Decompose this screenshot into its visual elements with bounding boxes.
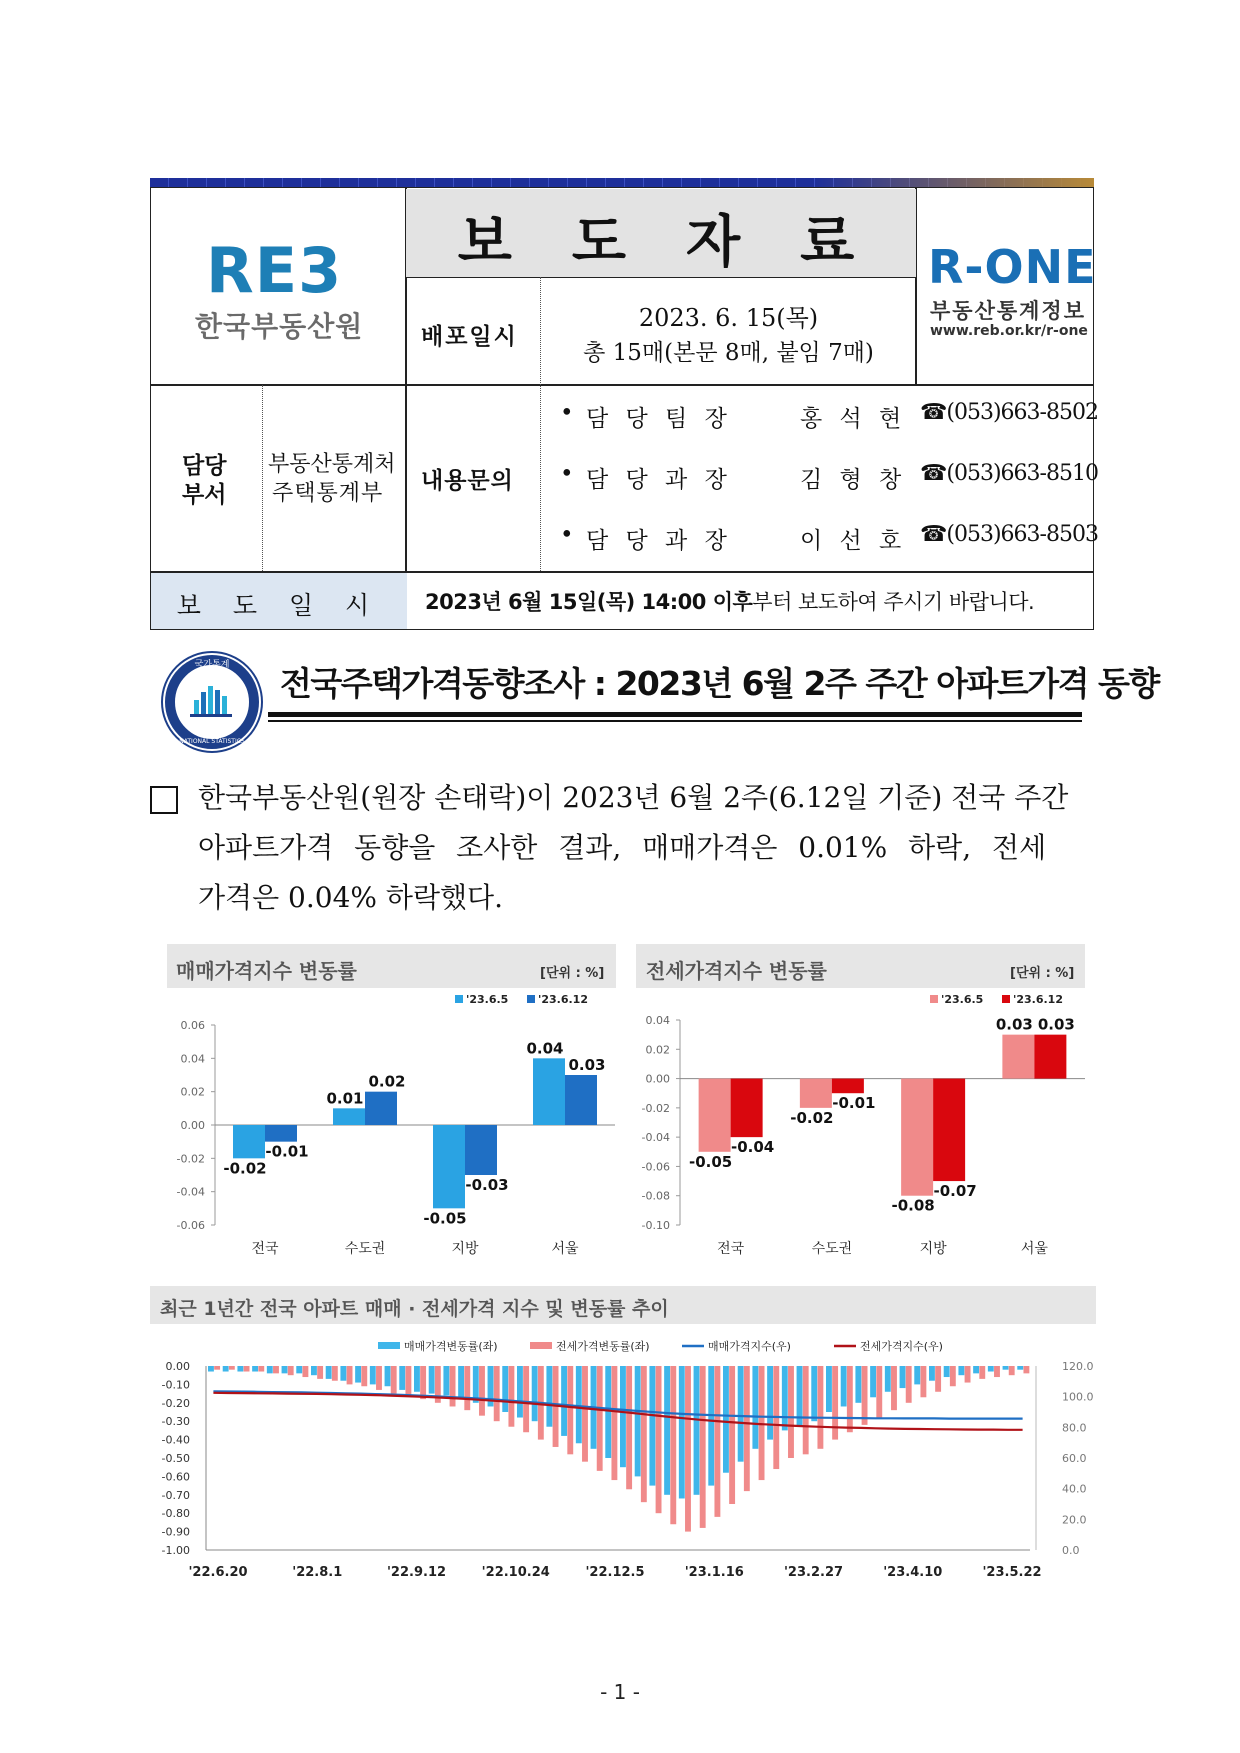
jeonse-change-bar (803, 1366, 809, 1454)
jeonse-change-bar (626, 1366, 632, 1489)
y-tick-label: -0.06 (176, 1219, 205, 1232)
y-left-tick-label: -0.90 (161, 1525, 190, 1539)
sale-change-bar (546, 1366, 552, 1427)
bar (1002, 1035, 1034, 1079)
rone-subtitle: 부동산통계정보 (930, 299, 1087, 323)
y-tick-label: 0.02 (180, 1085, 205, 1099)
legend-label: 매매가격변동률(좌) (404, 1340, 498, 1353)
jeonse-change-bar (714, 1366, 720, 1517)
bar (933, 1079, 965, 1182)
legend-label: '23.6.5 (941, 993, 984, 1006)
contact-label: 내용문의 (421, 467, 514, 494)
jeonse-change-bar (847, 1366, 853, 1432)
bar-value-label: 0.01 (326, 1089, 364, 1108)
x-tick-label: '23.1.16 (684, 1565, 744, 1580)
sale-change-bar (988, 1366, 994, 1372)
svg-text:NATIONAL STATISTICS: NATIONAL STATISTICS (179, 738, 245, 745)
banner-rule (268, 720, 1082, 722)
summary-line-1: 한국부동산원(원장 손태락)이 2023년 6월 2주(6.12일 기준) 전국 주간 (198, 781, 1069, 814)
legend-swatch (455, 995, 463, 1003)
jeonse-change-bar (788, 1366, 794, 1458)
bar (333, 1108, 365, 1125)
jeonse-change-bar (729, 1366, 735, 1504)
x-tick-label: '22.9.12 (386, 1565, 447, 1580)
dept-label-1: 담당 (182, 452, 227, 479)
sale-index-line (213, 1391, 1022, 1418)
y-left-tick-label: -0.40 (161, 1433, 190, 1447)
x-tick-label: 수도권 (811, 1241, 853, 1257)
jeonse-change-bar (700, 1366, 706, 1528)
y-left-tick-label: 0.00 (165, 1360, 190, 1373)
bar-value-label: -0.02 (790, 1108, 834, 1127)
bar (465, 1125, 497, 1175)
sale-change-bar (1003, 1366, 1009, 1370)
national-statistics-seal (160, 650, 264, 754)
contact-row: • 담 당 과 장 김 형 창 ☎(053)663-8510 (560, 461, 1098, 493)
chart3-title: 최근 1년간 전국 아파트 매매 · 전세가격 지수 및 변동률 추이 (160, 1298, 669, 1320)
release-label: 보 도 일 시 (176, 591, 382, 620)
legend-swatch (930, 995, 938, 1003)
y-tick-label: 0.02 (645, 1043, 670, 1057)
bar-value-label: -0.05 (423, 1209, 467, 1228)
y-tick-label: -0.06 (641, 1160, 670, 1174)
jeonse-change-bar (273, 1366, 279, 1373)
dept-name-2: 주택통계부 (272, 481, 384, 506)
jeonse-change-bar (479, 1366, 485, 1416)
y-right-tick-label: 100.0 (1062, 1390, 1094, 1404)
sale-change-bar (282, 1366, 288, 1373)
bar (699, 1079, 731, 1152)
sale-change-bar (385, 1366, 391, 1386)
bar (365, 1092, 397, 1125)
sale-change-bar (900, 1366, 906, 1388)
sale-change-bar (414, 1366, 420, 1392)
jeonse-change-bar (817, 1366, 823, 1449)
sale-change-bar (855, 1366, 861, 1403)
sale-change-bar (723, 1366, 729, 1473)
sale-change-bar (502, 1366, 508, 1412)
jeonse-index-line (213, 1393, 1022, 1430)
legend-label: '23.6.5 (466, 993, 509, 1006)
jeonse-change-bar (376, 1366, 382, 1390)
jeonse-change-bar (1009, 1366, 1015, 1375)
sale-change-bar (296, 1366, 302, 1373)
jeonse-change-bar (391, 1366, 397, 1394)
bar-value-label: -0.07 (933, 1182, 977, 1201)
y-left-tick-label: -1.00 (161, 1544, 190, 1557)
sale-change-bar (443, 1366, 449, 1395)
y-left-tick-label: -0.70 (161, 1488, 190, 1502)
bar (265, 1125, 297, 1142)
jeonse-change-bar (891, 1366, 897, 1410)
jeonse-change-bar (361, 1366, 367, 1386)
jeonse-change-bar (656, 1366, 662, 1513)
x-tick-label: '22.10.24 (481, 1565, 550, 1580)
summary-line-3: 가격은 0.04% 하락했다. (198, 881, 503, 914)
jeonse-change-bar (862, 1366, 868, 1425)
sale-change-bar (605, 1366, 611, 1458)
jeonse-change-bar (450, 1366, 456, 1406)
y-left-tick-label: -0.50 (161, 1452, 190, 1465)
sale-change-bar (738, 1366, 744, 1462)
chart1-unit: [단위 : %] (540, 966, 605, 981)
jeonse-change-bar (876, 1366, 882, 1418)
y-left-tick-label: -0.80 (161, 1507, 190, 1521)
jeonse-change-bar (347, 1366, 353, 1384)
y-right-tick-label: 40.0 (1062, 1482, 1087, 1496)
jeonse-change-bar (1023, 1366, 1029, 1373)
sale-change-bar (973, 1366, 979, 1373)
sale-change-bar (429, 1366, 435, 1394)
jeonse-change-bar (994, 1366, 1000, 1377)
jeonse-change-bar (979, 1366, 985, 1379)
bar (901, 1079, 933, 1196)
jeonse-change-bar (920, 1366, 926, 1397)
sale-change-bar (223, 1366, 229, 1372)
distribution-date: 2023. 6. 15(목) (638, 304, 819, 332)
sale-change-bar (914, 1366, 920, 1384)
y-left-tick-label: -0.10 (161, 1378, 190, 1392)
bar-value-label: 0.03 (568, 1056, 606, 1074)
sale-change-bar (399, 1366, 405, 1390)
x-tick-label: 서울 (551, 1241, 579, 1257)
jeonse-change-bar (965, 1366, 971, 1383)
org-name: 한국부동산원 (195, 310, 364, 343)
bar (1034, 1035, 1066, 1079)
sale-change-bar (958, 1366, 964, 1375)
y-tick-label: 0.04 (645, 1014, 670, 1027)
legend-label: 전세가격지수(우) (860, 1340, 943, 1353)
contact-row: • 담 당 팀 장 홍 석 현 ☎(053)663-8502 (560, 400, 1098, 432)
sale-change-bar (561, 1366, 567, 1436)
legend-label: '23.6.12 (538, 993, 588, 1006)
bar-value-label: 0.03 (1037, 1015, 1075, 1034)
jeonse-change-bar (597, 1366, 603, 1471)
y-right-tick-label: 0.0 (1062, 1544, 1080, 1557)
jeonse-change-bar (214, 1366, 220, 1370)
sale-change-bar (635, 1366, 641, 1476)
sale-change-bar (782, 1366, 788, 1430)
y-tick-label: 0.06 (180, 1019, 205, 1032)
sale-change-bar (620, 1366, 626, 1467)
chart2-unit: [단위 : %] (1010, 966, 1075, 981)
bar (233, 1125, 265, 1158)
banner-rule (268, 712, 1082, 717)
jeonse-change-bar (641, 1366, 647, 1502)
y-left-tick-label: -0.20 (161, 1396, 190, 1410)
contact-row: • 담 당 과 장 이 선 호 ☎(053)663-8503 (560, 522, 1098, 554)
bar-value-label: -0.01 (265, 1142, 309, 1161)
sale-change-bar (826, 1366, 832, 1412)
sale-change-bar (679, 1366, 685, 1498)
legend-swatch (378, 1342, 400, 1349)
bar-value-label: -0.02 (223, 1159, 267, 1178)
sale-change-bar (752, 1366, 758, 1449)
sale-change-bar (944, 1366, 950, 1377)
jeonse-change-bar (244, 1366, 250, 1372)
sale-change-bar (841, 1366, 847, 1406)
sale-change-bar (532, 1366, 538, 1421)
distribution-label: 배포일시 (421, 323, 518, 350)
sale-change-bar (885, 1366, 891, 1392)
y-tick-label: 0.00 (645, 1072, 670, 1086)
bar-value-label: 0.04 (526, 1039, 564, 1058)
dept-label-2: 부서 (182, 481, 227, 508)
x-tick-label: 지방 (451, 1241, 479, 1257)
legend-swatch (527, 995, 535, 1003)
sale-change-bar (694, 1366, 700, 1495)
sale-change-bar (208, 1366, 214, 1372)
sale-change-bar (1017, 1366, 1023, 1370)
x-tick-label: 수도권 (344, 1241, 386, 1257)
bar-value-label: 0.02 (368, 1072, 406, 1091)
y-left-tick-label: -0.60 (161, 1470, 190, 1484)
sale-change-bar (340, 1366, 346, 1381)
sale-change-bar (458, 1366, 464, 1399)
x-tick-label: 서울 (1020, 1241, 1048, 1257)
legend-swatch (1002, 995, 1010, 1003)
y-right-tick-label: 120.0 (1062, 1360, 1094, 1373)
sale-change-bar (870, 1366, 876, 1397)
jeonse-change-bar (935, 1366, 941, 1392)
jeonse-change-bar (494, 1366, 500, 1421)
jeonse-change-bar (288, 1366, 294, 1375)
summary-line-2: 아파트가격 동향을 조사한 결과, 매매가격은 0.01% 하락, 전세 (198, 831, 1047, 864)
legend-label: 매매가격지수(우) (708, 1340, 791, 1353)
page-number: - 1 - (600, 1680, 640, 1704)
jeonse-change-bar (420, 1366, 426, 1399)
x-tick-label: '23.2.27 (783, 1565, 844, 1580)
bar (832, 1079, 864, 1094)
y-tick-label: -0.10 (641, 1219, 670, 1232)
bar-value-label: -0.05 (689, 1152, 733, 1171)
bar (565, 1075, 597, 1125)
bar-value-label: 0.03 (995, 1015, 1033, 1034)
jeonse-change-bar (611, 1366, 617, 1480)
y-tick-label: -0.04 (176, 1185, 205, 1199)
jeonse-change-bar (302, 1366, 308, 1377)
sale-change-bar (252, 1366, 258, 1372)
x-tick-label: '23.5.22 (982, 1565, 1042, 1580)
bar-value-label: -0.08 (891, 1196, 935, 1215)
jeonse-change-bar (744, 1366, 750, 1491)
legend-label: '23.6.12 (1013, 993, 1063, 1006)
rone-logo: R-ONE (928, 240, 1097, 294)
summary-bullet-box (150, 786, 178, 814)
jeonse-change-bar (464, 1366, 470, 1410)
sale-change-bar (267, 1366, 273, 1373)
x-tick-label: 지방 (919, 1241, 947, 1257)
x-tick-label: 전국 (251, 1241, 279, 1257)
jeonse-change-bar (229, 1366, 235, 1370)
sale-change-bar (708, 1366, 714, 1486)
page-title: 보도자료 (457, 209, 915, 275)
y-right-tick-label: 20.0 (1062, 1513, 1087, 1527)
jeonse-change-bar (950, 1366, 956, 1386)
y-tick-label: 0.00 (180, 1119, 205, 1132)
jeonse-change-bar (332, 1366, 338, 1381)
jeonse-change-bar (906, 1366, 912, 1403)
y-tick-label: -0.04 (641, 1131, 670, 1145)
bar (433, 1125, 465, 1208)
banner-title: 전국주택가격동향조사 : 2023년 6월 2주 주간 아파트가격 동향 (280, 664, 1159, 703)
jeonse-change-bar (258, 1366, 264, 1372)
sale-change-bar (517, 1366, 523, 1418)
y-tick-label: -0.08 (641, 1189, 670, 1203)
sale-change-bar (370, 1366, 376, 1384)
y-right-tick-label: 60.0 (1062, 1452, 1087, 1465)
reb-logo: RE3 (206, 234, 343, 307)
sale-change-bar (767, 1366, 773, 1440)
dept-name-1: 부동산통계처 (268, 452, 396, 477)
x-tick-label: '23.4.10 (883, 1565, 943, 1580)
sale-change-bar (237, 1366, 243, 1372)
jeonse-change-bar (832, 1366, 838, 1440)
chart1-title: 매매가격지수 변동률 (176, 959, 357, 983)
jeonse-change-bar (582, 1366, 588, 1462)
sale-change-bar (326, 1366, 332, 1379)
jeonse-change-bar (523, 1366, 529, 1432)
y-right-tick-label: 80.0 (1062, 1421, 1087, 1435)
bar (731, 1079, 763, 1138)
chart1-sale-change (160, 990, 620, 1270)
bar-value-label: -0.01 (832, 1094, 876, 1113)
sale-change-bar (576, 1366, 582, 1443)
bar (800, 1079, 832, 1108)
x-tick-label: '22.8.1 (292, 1565, 343, 1580)
sale-change-bar (649, 1366, 655, 1486)
header-top-band (150, 178, 1094, 187)
sale-change-bar (355, 1366, 361, 1383)
y-left-tick-label: -0.30 (161, 1415, 190, 1429)
sale-change-bar (664, 1366, 670, 1495)
distribution-pages: 총 15매(본문 8매, 붙임 7매) (583, 340, 874, 366)
sale-change-bar (311, 1366, 317, 1375)
chart2-title: 전세가격지수 변동률 (646, 959, 827, 983)
jeonse-change-bar (317, 1366, 323, 1379)
x-tick-label: 전국 (717, 1241, 745, 1257)
rone-url: www.reb.or.kr/r-one (930, 323, 1088, 339)
x-tick-label: '22.12.5 (585, 1565, 645, 1580)
legend-swatch (530, 1342, 552, 1349)
x-tick-label: '22.6.20 (188, 1565, 248, 1580)
sale-change-bar (929, 1366, 935, 1381)
sale-change-bar (811, 1366, 817, 1421)
y-tick-label: 0.04 (180, 1052, 205, 1066)
bar-value-label: -0.04 (731, 1138, 775, 1157)
bar (533, 1058, 565, 1125)
jeonse-change-bar (405, 1366, 411, 1395)
svg-text:국가통계: 국가통계 (194, 660, 230, 670)
release-time: 2023년 6월 15일(목) 14:00 이후부터 보도하여 주시기 바랍니다. (425, 590, 1035, 614)
jeonse-change-bar (567, 1366, 573, 1454)
bar-value-label: -0.03 (465, 1176, 509, 1194)
jeonse-change-bar (670, 1366, 676, 1524)
legend-label: 전세가격변동률(좌) (556, 1340, 650, 1353)
jeonse-change-bar (685, 1366, 691, 1532)
y-tick-label: -0.02 (641, 1101, 670, 1115)
chart2-jeonse-change (630, 990, 1090, 1270)
chart3-trend (150, 1326, 1096, 1606)
jeonse-change-bar (508, 1366, 514, 1427)
y-tick-label: -0.02 (176, 1152, 205, 1166)
